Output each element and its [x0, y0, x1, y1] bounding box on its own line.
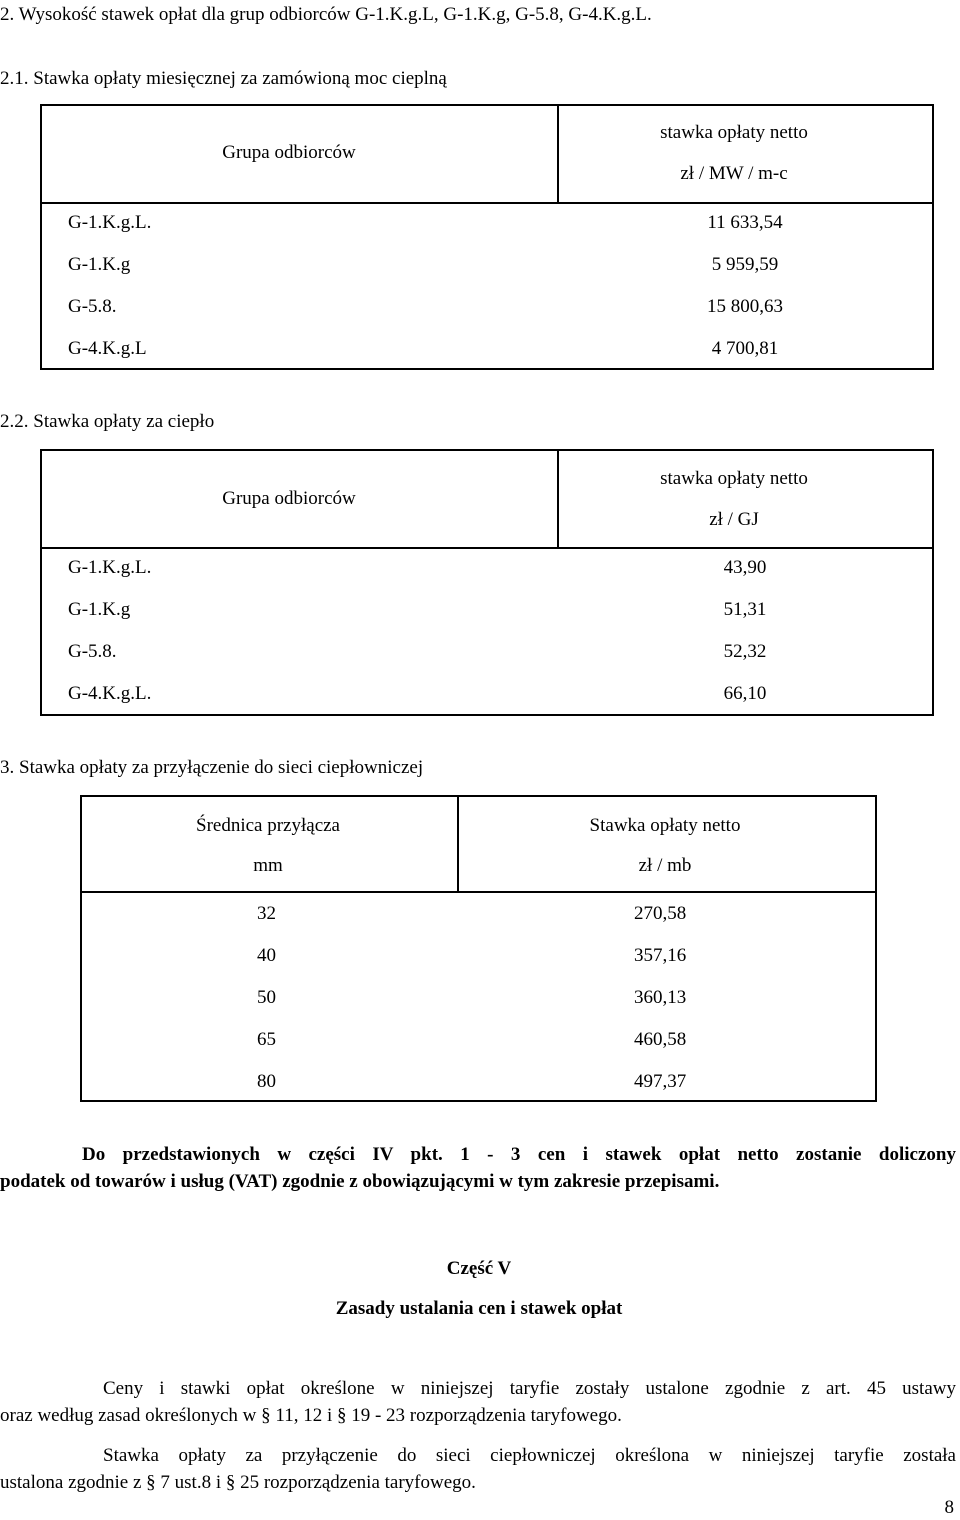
table-row-group: G-4.K.g.L	[68, 338, 147, 359]
section-title-2-2: 2.2. Stawka opłaty za ciepło	[0, 411, 215, 432]
table-row-value: 497,37	[634, 1071, 687, 1092]
table-heat-col-group-header: Grupa odbiorców	[222, 488, 356, 509]
table-heat-col-rate-header: stawka opłaty netto	[660, 468, 808, 489]
table-row-group: G-1.K.g.L.	[68, 212, 152, 233]
part-v-para1-line2: oraz według zasad określonych w § 11, 12 i § 19 - 23 rozporządzenia taryfowego.	[0, 1405, 622, 1426]
table-conn-col-rate-header: Stawka opłaty netto	[589, 815, 741, 836]
table-row-value: 11 633,54	[707, 212, 783, 233]
table-row-value: 4 700,81	[711, 338, 779, 359]
table-conn-col-diameter-unit: mm	[253, 855, 283, 876]
table-row-diameter: 40	[257, 945, 276, 966]
table-row-value: 52,32	[723, 641, 767, 662]
table-heat-col-unit-header: zł / GJ	[709, 509, 759, 530]
table-row-value: 66,10	[723, 683, 767, 704]
part-v-para1-line1: Ceny i stawki opłat określone w niniejszej taryfie zostały ustalone zgodnie z art. 45 ustawy	[103, 1378, 956, 1399]
table-row-diameter: 65	[257, 1029, 276, 1050]
section-title-3: 3. Stawka opłaty za przyłączenie do sieci ciepłowniczej	[0, 757, 424, 778]
table-power-col-unit-header: zł / MW / m-c	[680, 163, 788, 184]
table-row-value: 51,31	[723, 599, 767, 620]
table-row-value: 5 959,59	[711, 254, 779, 275]
section-title-2-1: 2.1. Stawka opłaty miesięcznej za zamówioną moc cieplną	[0, 68, 447, 89]
page-number: 8	[944, 1497, 954, 1518]
table-row-value: 270,58	[634, 903, 687, 924]
part-v-para2-line2: ustalona zgodnie z § 7 ust.8 i § 25 rozporządzenia taryfowego.	[0, 1472, 476, 1493]
vat-note-line2: podatek od towarów i usług (VAT) zgodnie z obowiązującymi w tym zakresie przepisami.	[0, 1171, 720, 1192]
table-conn-col-rate-unit: zł / mb	[638, 855, 692, 876]
table-row-value: 15 800,63	[707, 296, 783, 317]
table-row-value: 360,13	[634, 987, 687, 1008]
table-connection-rates	[80, 795, 877, 1102]
table-row-value: 357,16	[634, 945, 687, 966]
table-row-value: 460,58	[634, 1029, 687, 1050]
table-row-diameter: 50	[257, 987, 276, 1008]
table-row-group: G-5.8.	[68, 641, 117, 662]
table-row-group: G-1.K.g	[68, 254, 131, 275]
table-row-diameter: 80	[257, 1071, 276, 1092]
table-conn-col-diameter-header: Średnica przyłącza	[196, 815, 340, 836]
vat-note-line1: Do przedstawionych w części IV pkt. 1 - 3 cen i stawek opłat netto zostanie doliczony	[82, 1144, 956, 1165]
table-row-diameter: 32	[257, 903, 276, 924]
section-heading-2: 2. Wysokość stawek opłat dla grup odbiorców G-1.K.g.L, G-1.K.g, G-5.8, G-4.K.g.L.	[0, 4, 652, 25]
table-row-group: G-1.K.g	[68, 599, 131, 620]
part-v-subtitle: Zasady ustalania cen i stawek opłat	[335, 1298, 623, 1319]
part-v-title: Część V	[446, 1258, 512, 1279]
table-row-group: G-4.K.g.L.	[68, 683, 152, 704]
table-row-group: G-5.8.	[68, 296, 117, 317]
table-power-col-group-header: Grupa odbiorców	[222, 142, 356, 163]
table-row-group: G-1.K.g.L.	[68, 557, 152, 578]
table-power-col-rate-header: stawka opłaty netto	[660, 122, 808, 143]
part-v-para2-line1: Stawka opłaty za przyłączenie do sieci ciepłowniczej określona w niniejszej taryfie została	[103, 1445, 956, 1466]
table-row-value: 43,90	[723, 557, 767, 578]
